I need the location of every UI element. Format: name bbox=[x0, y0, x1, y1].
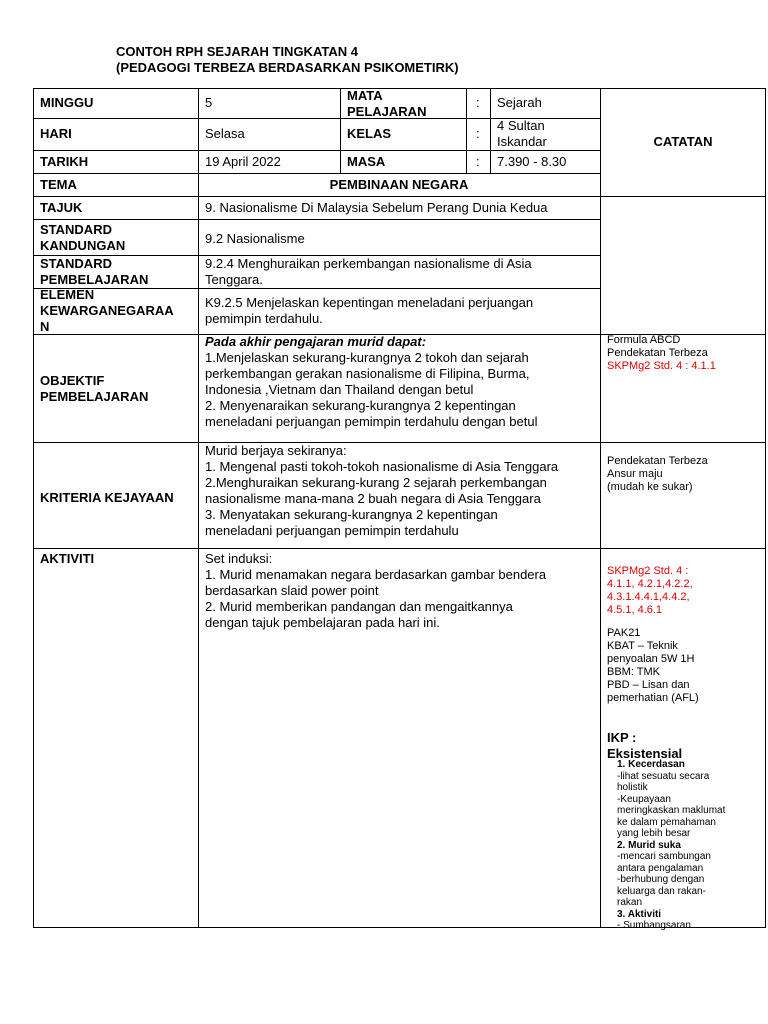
colon: : bbox=[476, 126, 480, 141]
grid-line bbox=[33, 548, 766, 549]
objektif-note: Formula ABCD Pendekatan Terbeza bbox=[607, 334, 708, 359]
objektif-body: 1.Menjelaskan sekurang-kurangnya 2 tokoh dan sejarah perkembangan gerakan nasionalisme di Filipina, Burma, Indonesia ,Vietnam dan Thailand dengan betul 2. Menyenaraikan sekurang-kurangnya 2 kepentingan meneladani perjuangan pemimpin terdahulu dengan betul bbox=[205, 350, 538, 429]
kriteria-note: Pendekatan Terbeza Ansur maju (mudah ke sukar) bbox=[607, 455, 708, 493]
tema-value: PEMBINAAN NEGARA bbox=[329, 177, 469, 192]
tajuk-value: 9. Nasionalisme Di Malaysia Sebelum Perang Dunia Kedua bbox=[205, 200, 548, 215]
kriteria-body: Murid berjaya sekiranya: 1. Mengenal pasti tokoh-tokoh nasionalisme di Asia Tenggara 2.Menghuraikan sekurang-kurang 2 sejarah perkembangan nasionalisme mana-mana 2 buah negara di Asia Tenggara 3. Menyatakan sekurang-kurangnya 2 kepentingan meneladani perjuangan pemimpin terdahulu bbox=[205, 443, 559, 538]
ikp-item: - Sumbangsaran bbox=[617, 920, 691, 931]
kriteria-label: KRITERIA KEJAYAAN bbox=[40, 490, 174, 505]
grid-line bbox=[33, 219, 600, 220]
hari-value: Selasa bbox=[205, 126, 245, 141]
masa-label: MASA bbox=[347, 154, 386, 169]
ikp-item: 3. Aktiviti bbox=[617, 908, 662, 920]
standard-pembelajaran-value: 9.2.4 Menghuraikan perkembangan nasionalisme di Asia Tenggara. bbox=[205, 256, 532, 287]
aktiviti-skpm-note: SKPMg2 Std. 4 : 4.1.1, 4.2.1,4.2.2, 4.3.1.4.4.1,4.4.2, 4.5.1, 4.6.1 bbox=[607, 565, 693, 616]
ikp-item: -Keupayaan meringkaskan maklumat ke dalam pemahaman yang lebih besar bbox=[617, 793, 726, 839]
mata-pelajaran-value: Sejarah bbox=[497, 95, 542, 110]
grid-line bbox=[340, 88, 341, 173]
aktiviti-note: PAK21 KBAT – Teknik penyoalan 5W 1H BBM: TMK PBD – Lisan dan pemerhatian (AFL) bbox=[607, 627, 699, 704]
ikp-item: 1. Kecerdasan bbox=[617, 759, 685, 770]
elemen-kewarganegaraan-value: K9.2.5 Menjelaskan kepentingan meneladani perjuangan pemimpin terdahulu. bbox=[205, 295, 534, 326]
grid-line bbox=[33, 150, 600, 151]
kelas-label: KELAS bbox=[347, 126, 392, 141]
objektif-skpm-note: SKPMg2 Std. 4 : 4.1.1 bbox=[607, 360, 716, 372]
tema-label: TEMA bbox=[40, 177, 77, 192]
document-subtitle: (PEDAGOGI TERBEZA BERDASARKAN PSIKOMETIRK) bbox=[116, 60, 459, 75]
document-title: CONTOH RPH SEJARAH TINGKATAN 4 bbox=[116, 44, 358, 59]
standard-kandungan-value: 9.2 Nasionalisme bbox=[205, 231, 305, 246]
tajuk-label: TAJUK bbox=[40, 200, 83, 215]
elemen-kewarganegaraan-label: ELEMEN KEWARGANEGARAA N bbox=[40, 287, 174, 334]
tarikh-label: TARIKH bbox=[40, 154, 89, 169]
grid-line bbox=[33, 173, 600, 174]
grid-line bbox=[600, 88, 601, 928]
masa-value: 7.390 - 8.30 bbox=[497, 154, 567, 169]
grid-line bbox=[33, 196, 766, 197]
objektif-label: OBJEKTIF PEMBELAJARAN bbox=[40, 373, 149, 404]
grid-line bbox=[198, 88, 199, 928]
ikp-item: 2. Murid suka bbox=[617, 839, 681, 851]
ikp-list bbox=[617, 759, 765, 932]
objektif-intro: Pada akhir pengajaran murid dapat: bbox=[205, 334, 427, 349]
tarikh-value: 19 April 2022 bbox=[205, 154, 281, 169]
aktiviti-label: AKTIVITI bbox=[40, 551, 95, 566]
ikp-item: -mencari sambungan antara pengalaman bbox=[617, 851, 711, 874]
standard-kandungan-label: STANDARD KANDUNGAN bbox=[40, 222, 126, 253]
standard-pembelajaran-label: STANDARD PEMBELAJARAN bbox=[40, 256, 149, 287]
ikp-title: IKP : Eksistensial bbox=[607, 730, 683, 761]
minggu-value: 5 bbox=[205, 95, 213, 110]
minggu-label: MINGGU bbox=[40, 95, 94, 110]
mata-pelajaran-label: MATA PELAJARAN bbox=[347, 88, 427, 119]
colon: : bbox=[476, 95, 480, 110]
aktiviti-body: Set induksi: 1. Murid menamakan negara berdasarkan gambar bendera berdasarkan slaid power point 2. Murid memberikan pandangan dan mengaitkannya dengan tajuk pembelajaran pada hari ini. bbox=[205, 551, 547, 630]
grid-line bbox=[490, 88, 491, 173]
colon: : bbox=[476, 154, 480, 169]
kelas-value: 4 Sultan Iskandar bbox=[497, 118, 547, 149]
ikp-item: -lihat sesuatu secara holistik bbox=[617, 770, 710, 793]
ikp-item: -berhubung dengan keluarga dan rakan- rakan bbox=[617, 874, 706, 908]
grid-line bbox=[466, 88, 467, 173]
catatan-heading: CATATAN bbox=[653, 134, 713, 149]
hari-label: HARI bbox=[40, 126, 72, 141]
